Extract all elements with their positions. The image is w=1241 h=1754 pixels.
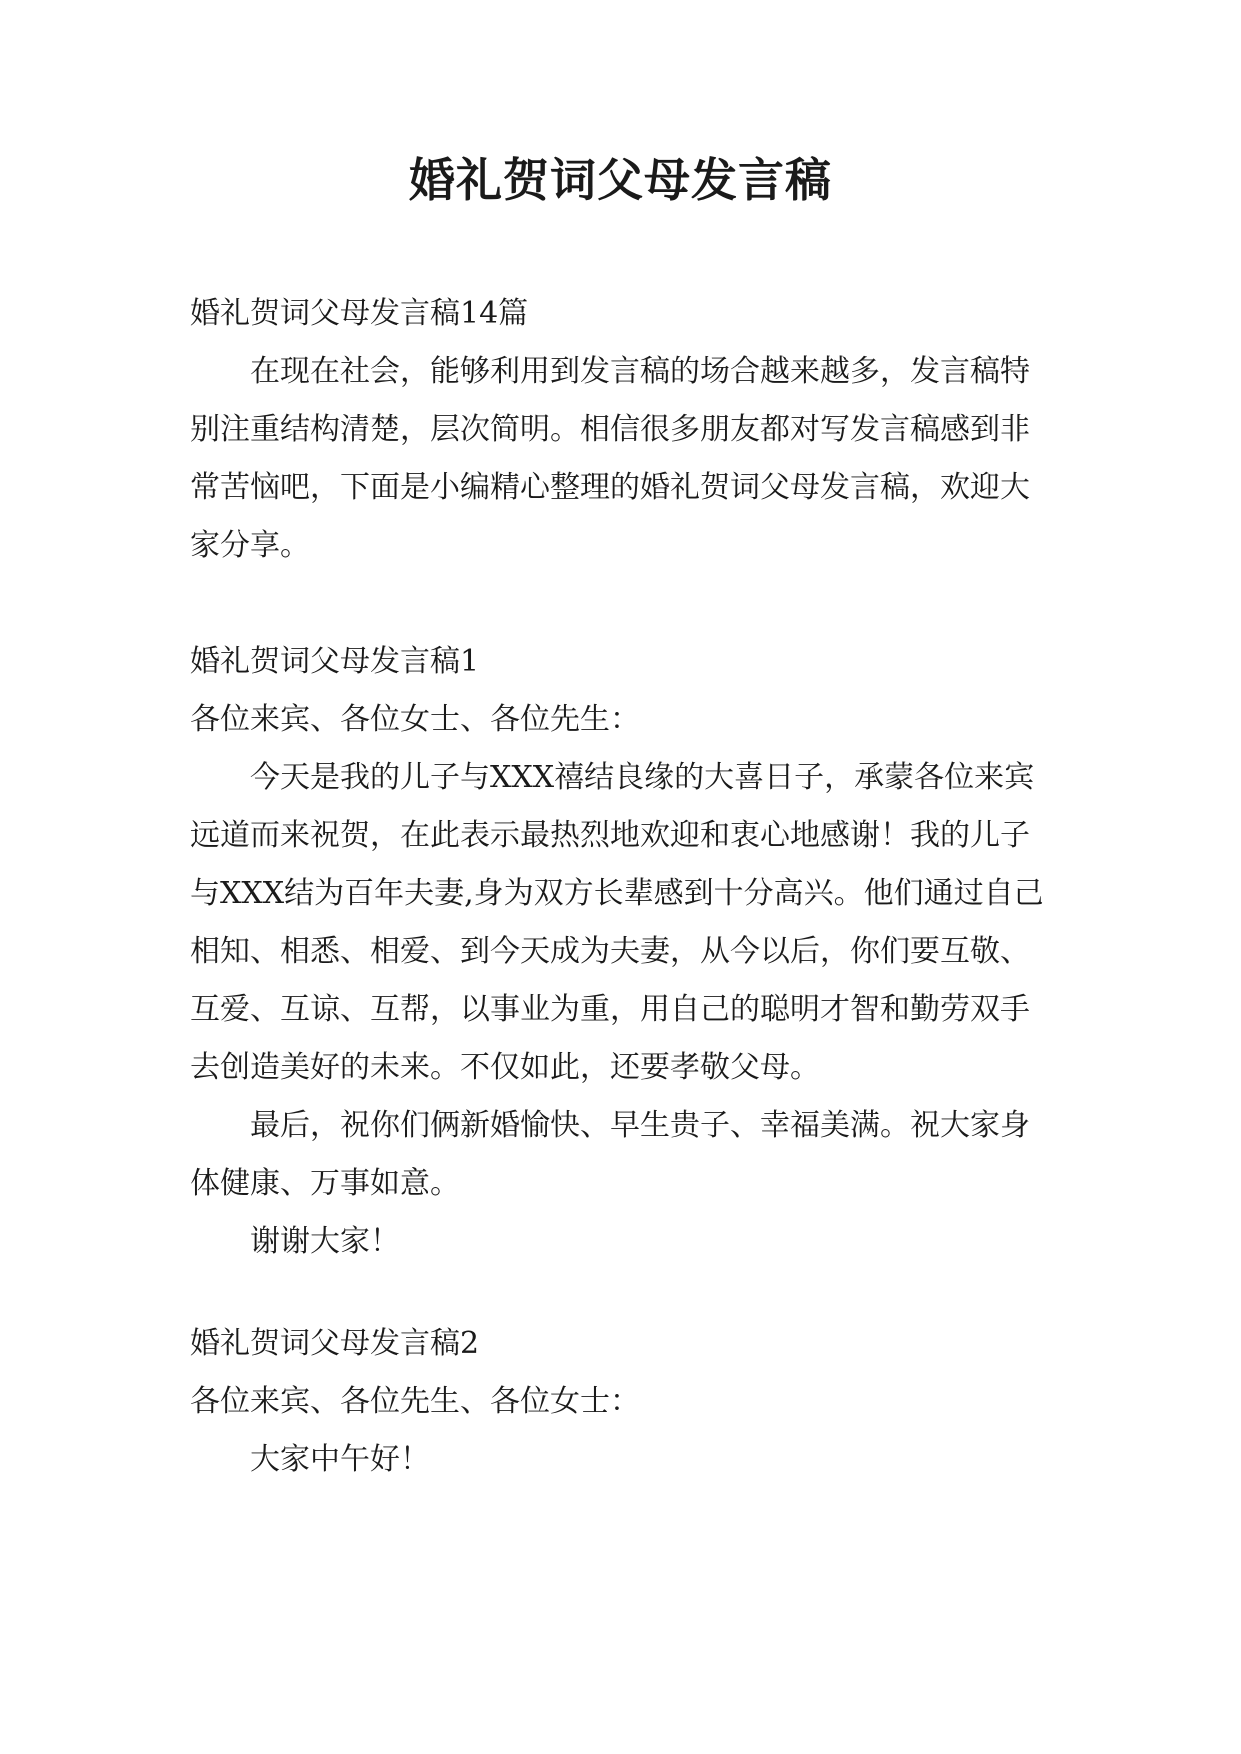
section-paragraph: 大家中午好！ — [250, 1442, 430, 1477]
document-subtitle: 婚礼贺词父母发言稿14篇 — [190, 296, 529, 331]
section-paragraph: 谢谢大家！ — [250, 1224, 400, 1259]
section-heading: 婚礼贺词父母发言稿2 — [190, 1326, 480, 1361]
section-heading: 婚礼贺词父母发言稿1 — [190, 644, 480, 679]
section-paragraph: 最后，祝你们俩新婚愉快、早生贵子、幸福美满。祝大家身体健康、万事如意。 — [190, 1108, 1030, 1201]
section-greeting: 各位来宾、各位女士、各位先生： — [190, 702, 640, 737]
document-body — [190, 285, 1050, 1489]
intro-paragraph: 在现在社会，能够利用到发言稿的场合越来越多，发言稿特别注重结构清楚，层次简明。相信很多朋友都对写发言稿感到非常苦恼吧，下面是小编精心整理的婚礼贺词父母发言稿，欢迎大家分享。 — [190, 354, 1030, 563]
section-1 — [190, 633, 1050, 1271]
section-paragraph: 今天是我的儿子与XXX禧结良缘的大喜日子，承蒙各位来宾远道而来祝贺，在此表示最热烈地欢迎和衷心地感谢！我的儿子与XXX结为百年夫妻,身为双方长辈感到十分高兴。他们通过自己相知、相悉、相爱、到今天成为夫妻，从今以后，你们要互敬、互爱、互谅、互帮，以事业为重，用自己的聪明才智和勤劳双手去创造美好的未来。不仅如此，还要孝敬父母。 — [190, 760, 1044, 1085]
document-title: 婚礼贺词父母发言稿 — [409, 153, 832, 207]
section-greeting: 各位来宾、各位先生、各位女士： — [190, 1384, 640, 1419]
section-2 — [190, 1315, 1050, 1489]
